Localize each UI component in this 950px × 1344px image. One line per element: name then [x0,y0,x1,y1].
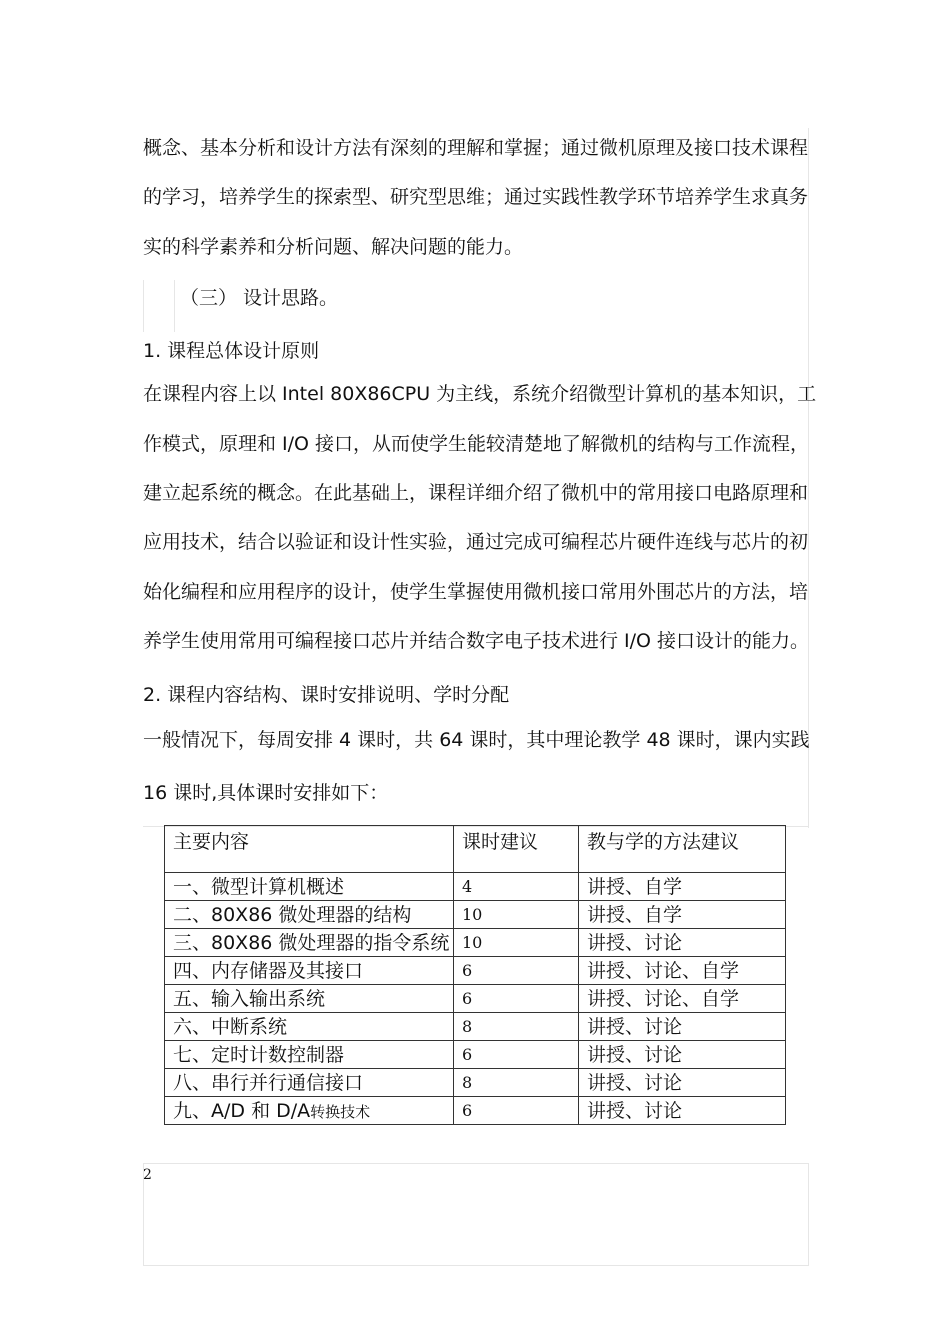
table-row [165,985,786,1013]
page-number: 2 [143,1167,152,1183]
table-row [165,1069,786,1097]
paragraph-line: 作模式，原理和 I/O 接口，从而使学生能较清楚地了解微机的结构与工作流程， [143,433,810,455]
row-content: 四、内存储器及其接口 [165,957,454,985]
paragraph-line: 在课程内容上以 Intel 80X86CPU 为主线，系统介绍微型计算机的基本知识，工 [143,383,817,405]
table-row [165,1013,786,1041]
row-hours: 8 [453,1069,578,1097]
row-hours: 6 [453,957,578,985]
frame-line [808,128,809,828]
row-content [165,1097,454,1125]
header-method: 教与学的方法建议 [579,826,786,873]
frame-line [808,1163,809,1266]
row-hours: 6 [453,1041,578,1069]
frame-line [174,280,175,332]
paragraph-line: 始化编程和应用程序的设计，使学生掌握使用微机接口常用外围芯片的方法，培 [143,581,809,603]
row-method: 讲授、自学 [579,873,786,901]
subsection-heading: 2. 课程内容结构、课时安排说明、学时分配 [143,684,510,706]
frame-line [143,1265,809,1266]
row-hours: 6 [453,1097,578,1125]
row-content: 五、输入输出系统 [165,985,454,1013]
frame-line [143,280,144,332]
row-content: 六、中断系统 [165,1013,454,1041]
row-hours: 10 [453,901,578,929]
paragraph-line: 应用技术，结合以验证和设计性实验，通过完成可编程芯片硬件连线与芯片的初 [143,531,809,553]
paragraph-line: 的学习，培养学生的探索型、研究型思维；通过实践性教学环节培养学生求真务 [143,186,809,208]
table-row [165,929,786,957]
row-content-main: 九、A/D 和 D/A [173,1100,311,1122]
row-content-suffix: 转换技术 [310,1103,371,1121]
row-content: 八、串行并行通信接口 [165,1069,454,1097]
row-method: 讲授、讨论 [579,929,786,957]
subsection-heading: 1. 课程总体设计原则 [143,340,320,362]
row-method: 讲授、讨论 [579,1097,786,1125]
header-content: 主要内容 [165,826,454,873]
paragraph-line: 养学生使用常用可编程接口芯片并结合数字电子技术进行 I/O 接口设计的能力。 [143,630,810,652]
paragraph-line: 概念、基本分析和设计方法有深刻的理解和掌握；通过微机原理及接口技术课程 [143,137,809,159]
frame-line [143,1163,809,1164]
table-row [165,873,786,901]
table-row [165,957,786,985]
table-row [165,901,786,929]
row-hours: 6 [453,985,578,1013]
row-content: 一、微型计算机概述 [165,873,454,901]
paragraph-line: 建立起系统的概念。在此基础上，课程详细介绍了微机中的常用接口电路原理和 [143,482,809,504]
row-hours: 4 [453,873,578,901]
row-method: 讲授、讨论 [579,1041,786,1069]
table-row [165,1097,786,1125]
header-hours: 课时建议 [453,826,578,873]
row-content: 三、80X86 微处理器的指令系统 [165,929,454,957]
row-method: 讲授、讨论、自学 [579,985,786,1013]
row-method: 讲授、自学 [579,901,786,929]
paragraph-line: 实的科学素养和分析问题、解决问题的能力。 [143,236,524,258]
paragraph-line: 一般情况下，每周安排 4 课时，共 64 课时，其中理论教学 48 课时，课内实践 [143,729,810,751]
table-row [165,1041,786,1069]
row-method: 讲授、讨论、自学 [579,957,786,985]
row-method: 讲授、讨论 [579,1013,786,1041]
row-method: 讲授、讨论 [579,1069,786,1097]
schedule-table [164,825,786,1125]
row-hours: 10 [453,929,578,957]
row-content: 七、定时计数控制器 [165,1041,454,1069]
section-heading: （三） 设计思路。 [180,287,339,309]
row-hours: 8 [453,1013,578,1041]
table-header-row [165,826,786,873]
paragraph-line: 16 课时,具体课时安排如下： [143,782,389,804]
row-content: 二、80X86 微处理器的结构 [165,901,454,929]
